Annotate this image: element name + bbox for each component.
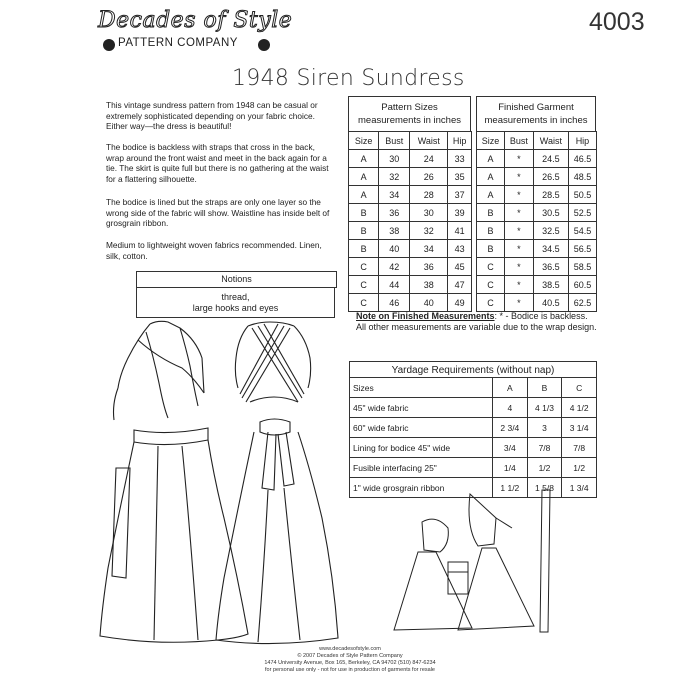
table-row (477, 294, 597, 312)
table-cell: B (477, 240, 505, 258)
table-cell: 56.5 (568, 240, 596, 258)
table-cell: 28.5 (533, 186, 568, 204)
table-cell: 4 1/2 (562, 398, 597, 418)
table-cell: 2 3/4 (493, 418, 528, 438)
table-cell: 62.5 (568, 294, 596, 312)
description-paragraph: The bodice is backless with straps that cross in the back, wrap around the front waist and meet in the back again for a tie. The skirt is quite full but there is no gathering at the waist for a flattering silhouette. (106, 142, 329, 184)
note-label: Note on Finished Measurements (356, 311, 495, 321)
column-header: Waist (533, 132, 568, 150)
table-cell: C (477, 258, 505, 276)
table-cell: A (477, 186, 505, 204)
table-row (477, 186, 597, 204)
table-cell: B (477, 204, 505, 222)
table-cell: 1" wide grosgrain ribbon (350, 478, 493, 498)
column-header: C (562, 378, 597, 398)
table-cell: 1 3/4 (562, 478, 597, 498)
note-text: : * - Bodice is backless. All other measurements are variable due to the wrap design. (356, 311, 597, 332)
pattern-pieces (392, 488, 592, 634)
front-view-dress (100, 321, 248, 642)
brand-name: Decades of Style (98, 8, 293, 33)
table-row (350, 418, 597, 438)
table-cell: * (505, 204, 534, 222)
table-cell: 52.5 (568, 204, 596, 222)
table-cell: 33 (448, 150, 472, 168)
table-cell: 43 (448, 240, 472, 258)
table-cell: 24 (410, 150, 448, 168)
table-cell: 40.5 (533, 294, 568, 312)
table-row (349, 240, 472, 258)
pattern-title: 1948 Siren Sundress (232, 66, 465, 91)
table-cell: 30 (410, 204, 448, 222)
yardage-title: Yardage Requirements (without nap) (349, 361, 597, 378)
table-cell: 39 (448, 204, 472, 222)
table-cell: 46.5 (568, 150, 596, 168)
table-cell: 45" wide fabric (350, 398, 493, 418)
table-cell: 41 (448, 222, 472, 240)
table-cell: 1 5/8 (527, 478, 562, 498)
table-row (477, 222, 597, 240)
column-header: Bust (505, 132, 534, 150)
table-cell: 40 (379, 240, 410, 258)
table-cell: * (505, 240, 534, 258)
description-paragraph: This vintage sundress pattern from 1948 can be casual or extremely sophisticated depending on your fabric choice. Either way—the dress is beautiful! (106, 100, 318, 132)
table-cell: 24.5 (533, 150, 568, 168)
table-cell: C (349, 294, 379, 312)
notions-title: Notions (136, 271, 337, 288)
table-cell: * (505, 150, 534, 168)
table-row (349, 204, 472, 222)
table-cell: C (477, 276, 505, 294)
column-header: A (493, 378, 528, 398)
column-header: Hip (568, 132, 596, 150)
table-cell: 58.5 (568, 258, 596, 276)
footer-address: 1474 University Avenue, Box 165, Berkeley, CA 94702 (510) 847-6234 (264, 660, 436, 666)
table-cell: C (349, 276, 379, 294)
table-cell: 4 1/3 (527, 398, 562, 418)
table-row (349, 276, 472, 294)
table-cell: Lining for bodice 45" wide (350, 438, 493, 458)
table-row (349, 168, 472, 186)
table-cell: 42 (379, 258, 410, 276)
table-cell: A (477, 150, 505, 168)
footer-website: www.decadesofstyle.com (319, 646, 381, 652)
table-cell: 50.5 (568, 186, 596, 204)
notions-item: thread, (221, 292, 250, 302)
table-cell: 47 (448, 276, 472, 294)
table-cell: 36.5 (533, 258, 568, 276)
table-cell: A (349, 168, 379, 186)
footer-copyright: © 2007 Decades of Style Pattern Company (297, 653, 403, 659)
dress-illustrations (98, 318, 348, 648)
table-cell: 3 (527, 418, 562, 438)
table-row (477, 150, 597, 168)
table-row (477, 240, 597, 258)
table-cell: B (349, 222, 379, 240)
table-cell: 3/4 (493, 438, 528, 458)
table-cell: 7/8 (527, 438, 562, 458)
table-cell: 60.5 (568, 276, 596, 294)
table-header-row (477, 132, 597, 150)
table-cell: 38 (410, 276, 448, 294)
table-cell: A (477, 168, 505, 186)
table-cell: 36 (379, 204, 410, 222)
table-row (350, 398, 597, 418)
table-cell: 1 1/2 (493, 478, 528, 498)
table-cell: 3 1/4 (562, 418, 597, 438)
table-cell: C (477, 294, 505, 312)
table-row (350, 458, 597, 478)
table-cell: 26 (410, 168, 448, 186)
table-cell: 30 (379, 150, 410, 168)
table-cell: 35 (448, 168, 472, 186)
table-cell: 34 (379, 186, 410, 204)
table-cell: 36 (410, 258, 448, 276)
table-header-row (350, 378, 597, 398)
brand-subtitle: PATTERN COMPANY (118, 37, 238, 49)
table-cell: 44 (379, 276, 410, 294)
table-cell: * (505, 276, 534, 294)
table-cell: * (505, 186, 534, 204)
table-cell: 26.5 (533, 168, 568, 186)
finished-garment-table (476, 131, 597, 312)
notions-box (136, 287, 335, 318)
table-cell: A (349, 186, 379, 204)
table-cell: 32 (379, 168, 410, 186)
table-cell: B (477, 222, 505, 240)
column-header: Bust (379, 132, 410, 150)
table-cell: 34 (410, 240, 448, 258)
table-cell: * (505, 222, 534, 240)
table-cell: B (349, 204, 379, 222)
column-header: Waist (410, 132, 448, 150)
table-cell: 7/8 (562, 438, 597, 458)
table-cell: B (349, 240, 379, 258)
table-cell: 38.5 (533, 276, 568, 294)
table-cell: * (505, 168, 534, 186)
column-header: Sizes (350, 378, 493, 398)
table-cell: 30.5 (533, 204, 568, 222)
table-cell: 45 (448, 258, 472, 276)
table-cell: 4 (493, 398, 528, 418)
table-row (349, 294, 472, 312)
column-header: B (527, 378, 562, 398)
table-row (349, 258, 472, 276)
table-cell: 46 (379, 294, 410, 312)
pattern-sizes-title: Pattern Sizes measurements in inches (348, 96, 471, 132)
footer-usage: for personal use only - not for use in production of garments for resale (265, 667, 435, 673)
table-cell: 37 (448, 186, 472, 204)
description-paragraph: The bodice is lined but the straps are only one layer so the wrong side of the fabric will show. Waistline has inside belt of grosgrain ribbon. (106, 197, 330, 229)
table-row (350, 438, 597, 458)
table-row (477, 258, 597, 276)
table-row (477, 204, 597, 222)
table-cell: 54.5 (568, 222, 596, 240)
table-header-row (349, 132, 472, 150)
notions-item: large hooks and eyes (192, 303, 279, 313)
back-view-dress (216, 322, 338, 644)
table-cell: 48.5 (568, 168, 596, 186)
column-header: Size (349, 132, 379, 150)
table-cell: 32 (410, 222, 448, 240)
column-header: Size (477, 132, 505, 150)
yardage-table (349, 377, 597, 498)
table-cell: 1/4 (493, 458, 528, 478)
column-header: Hip (448, 132, 472, 150)
pattern-number: 4003 (589, 8, 645, 36)
pattern-piece-shapes (394, 490, 550, 632)
table-cell: C (349, 258, 379, 276)
table-cell: Fusible interfacing 25" (350, 458, 493, 478)
table-cell: 28 (410, 186, 448, 204)
table-cell: 40 (410, 294, 448, 312)
table-cell: A (349, 150, 379, 168)
table-cell: * (505, 294, 534, 312)
table-cell: 32.5 (533, 222, 568, 240)
pattern-sizes-table (348, 131, 472, 312)
finished-measurements-note (356, 311, 598, 333)
table-cell: * (505, 258, 534, 276)
table-cell: 1/2 (562, 458, 597, 478)
table-cell: 60" wide fabric (350, 418, 493, 438)
rose-icon (103, 39, 115, 51)
table-row (349, 150, 472, 168)
table-cell: 38 (379, 222, 410, 240)
table-cell: 49 (448, 294, 472, 312)
table-row (477, 276, 597, 294)
description-paragraph: Medium to lightweight woven fabrics recommended. Linen, silk, cotton. (106, 240, 322, 261)
table-row (349, 186, 472, 204)
table-cell: 1/2 (527, 458, 562, 478)
finished-garment-title: Finished Garment measurements in inches (476, 96, 596, 132)
table-row (349, 222, 472, 240)
table-row (477, 168, 597, 186)
rose-icon (258, 39, 270, 51)
table-cell: 34.5 (533, 240, 568, 258)
